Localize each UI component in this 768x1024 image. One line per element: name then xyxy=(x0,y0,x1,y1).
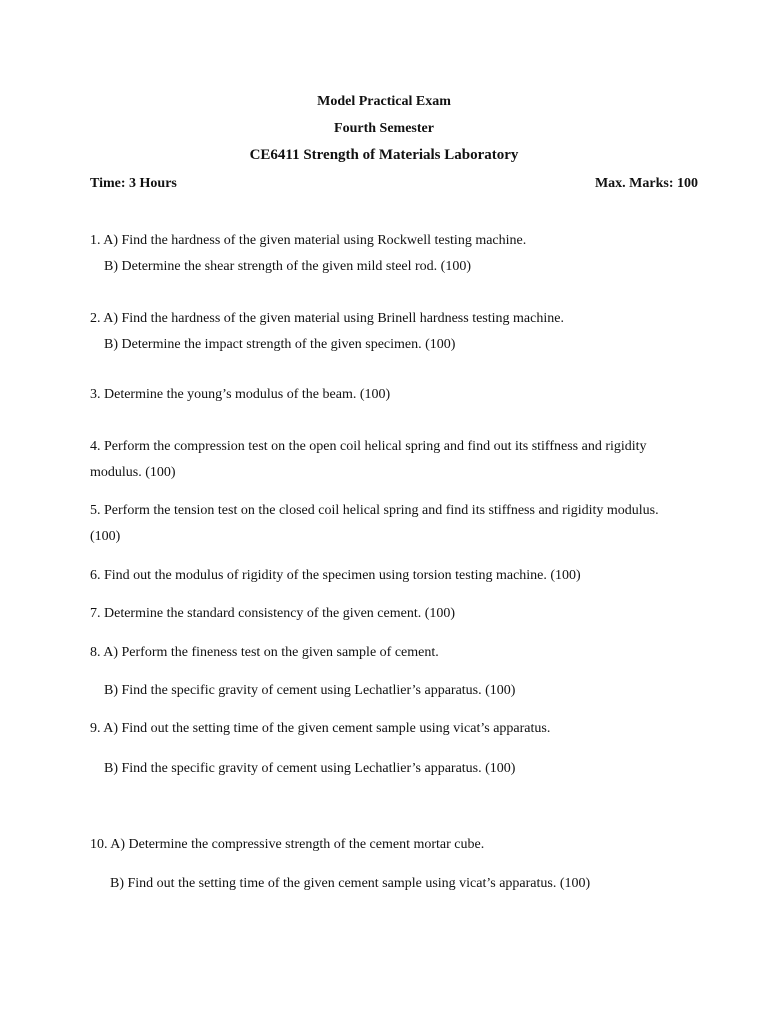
question-5-line-2: (100) xyxy=(90,529,121,544)
question-1-line-2: B) Determine the shear strength of the given mild steel rod. (100) xyxy=(104,259,472,274)
question-6-line-1: 6. Find out the modulus of rigidity of the specimen using torsion testing machine. (100) xyxy=(90,568,581,583)
exam-title: Model Practical Exam xyxy=(317,94,451,109)
question-10-line-1: 10. A) Determine the compressive strength of the cement mortar cube. xyxy=(90,837,485,852)
question-9-line-2: B) Find the specific gravity of cement using Lechatlier’s apparatus. (100) xyxy=(104,761,516,776)
question-8-line-1: 8. A) Perform the fineness test on the given sample of cement. xyxy=(90,645,439,660)
question-1-line-1: 1. A) Find the hardness of the given material using Rockwell testing machine. xyxy=(90,233,527,248)
question-3-line-1: 3. Determine the young’s modulus of the beam. (100) xyxy=(90,387,391,402)
question-9-line-1: 9. A) Find out the setting time of the given cement sample using vicat’s apparatus. xyxy=(90,721,551,736)
max-marks-label: Max. Marks: 100 xyxy=(594,176,698,191)
semester-label: Fourth Semester xyxy=(334,121,434,136)
course-title: CE6411 Strength of Materials Laboratory xyxy=(249,147,519,163)
question-5-line-1: 5. Perform the tension test on the closed coil helical spring and find its stiffness and rigidity modulus. xyxy=(90,503,659,518)
question-4-line-2: modulus. (100) xyxy=(90,465,176,480)
question-7-line-1: 7. Determine the standard consistency of the given cement. (100) xyxy=(90,606,456,621)
question-2-line-1: 2. A) Find the hardness of the given material using Brinell hardness testing machine. xyxy=(90,311,564,326)
time-label: Time: 3 Hours xyxy=(90,176,177,191)
question-10-line-2: B) Find out the setting time of the given cement sample using vicat’s apparatus. (100) xyxy=(110,876,591,891)
question-4-line-1: 4. Perform the compression test on the open coil helical spring and find out its stiffness and rigidity xyxy=(90,439,647,454)
question-8-line-2: B) Find the specific gravity of cement using Lechatlier’s apparatus. (100) xyxy=(104,683,516,698)
question-2-line-2: B) Determine the impact strength of the given specimen. (100) xyxy=(104,337,456,352)
